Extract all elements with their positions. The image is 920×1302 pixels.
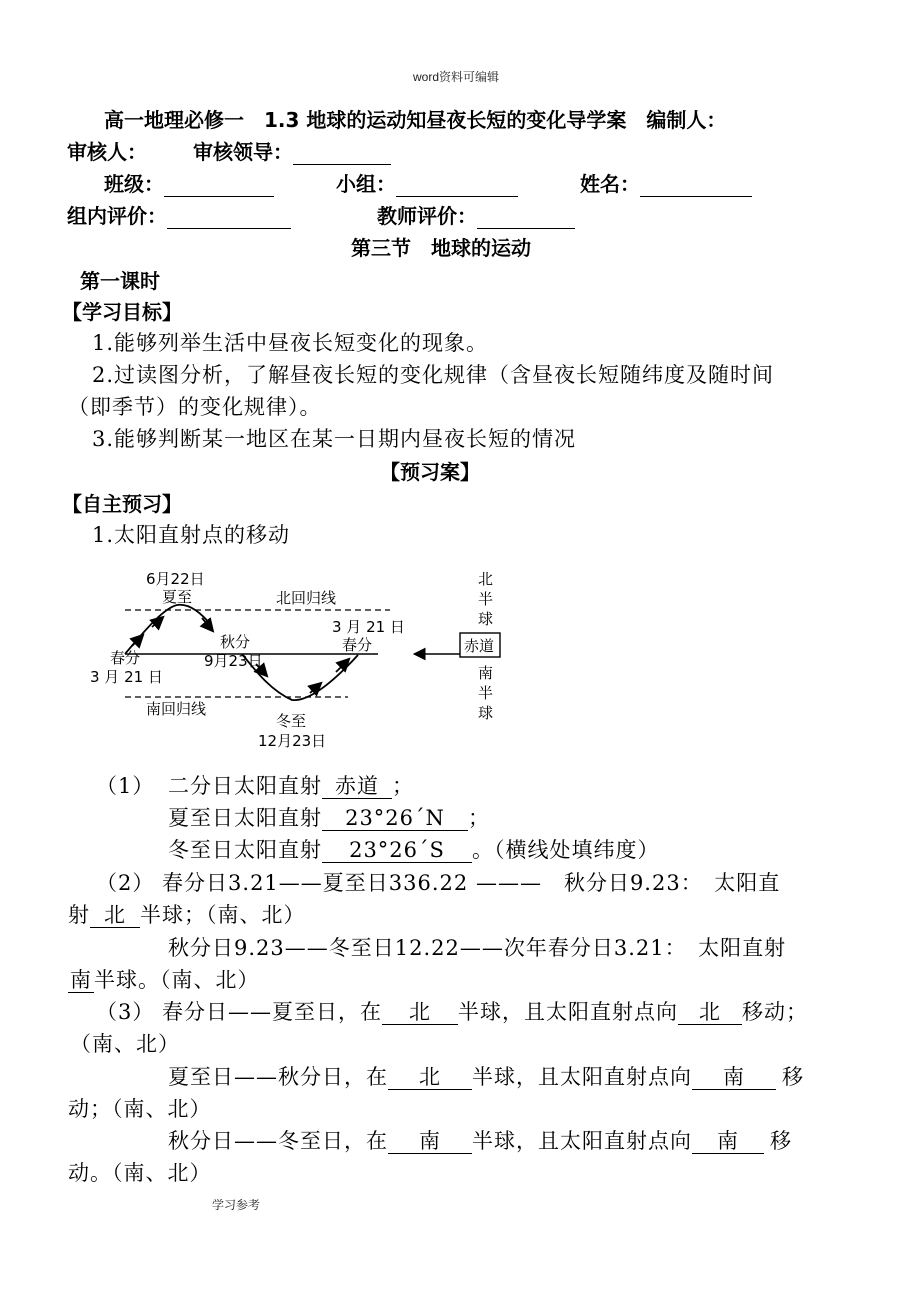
q1-3-c-post: 移 — [770, 1129, 792, 1153]
section-title: 第三节 地球的运动 — [351, 236, 531, 260]
q1-3-a-answer-2[interactable]: 北 — [678, 1000, 742, 1025]
document-title: 高一地理必修一 1.3 地球的运动知昼夜长短的变化导学案 编制人： — [104, 108, 727, 132]
q1-1-c-text: 冬至日太阳直射 — [168, 838, 322, 862]
objective-2-cont: （即季节）的变化规律）。 — [68, 395, 322, 419]
lesson-title: 第一课时 — [80, 269, 160, 293]
group-label: 小组： — [336, 172, 396, 196]
q1-3-line-a — [96, 996, 808, 1026]
label-south-3: 球 — [478, 704, 494, 722]
info-line — [104, 168, 752, 197]
q1-1-a-post: ； — [392, 774, 414, 798]
label-north-1: 北 — [478, 570, 494, 588]
reviewer-label: 审核人： — [67, 140, 147, 164]
question-1-title: 1.太阳直射点的移动 — [92, 523, 291, 547]
label-equator: 赤道 — [464, 637, 495, 655]
review-leader-label: 审核领导： — [193, 140, 293, 164]
q1-2-line-2 — [68, 899, 306, 929]
q1-3-a-answer-1[interactable]: 北 — [382, 1000, 458, 1025]
objective-2: 2.过读图分析，了解昼夜长短的变化规律（含昼夜长短随纬度及随时间 — [92, 363, 775, 387]
label-north-2: 半 — [478, 590, 494, 608]
group-blank[interactable] — [396, 174, 518, 197]
label-tropic-capricorn: 南回归线 — [146, 700, 207, 718]
preview-heading: 【预习案】 — [380, 460, 480, 484]
q1-3-c-mid: 半球，且太阳直射点向 — [472, 1129, 692, 1153]
q1-2-line-3: 秋分日9.23——冬至日12.22——次年春分日3.21： 太阳直射 — [168, 936, 787, 960]
label-winter-date: 12月23日 — [258, 732, 327, 750]
q1-2-answer-2[interactable]: 南 — [70, 968, 92, 992]
eval-line — [67, 200, 575, 229]
q1-3-line-a-tail: （南、北） — [70, 1032, 180, 1056]
q1-3-b-mid: 半球，且太阳直射点向 — [472, 1065, 692, 1089]
sun-path-curve — [125, 605, 212, 654]
label-spring-left-date: 3 月 21 日 — [90, 668, 163, 686]
q1-1-c-post: 。（横线处填纬度） — [472, 838, 660, 862]
q1-1-b-post: ； — [468, 806, 490, 830]
name-blank[interactable] — [640, 174, 752, 197]
teacher-eval-label: 教师评价： — [377, 204, 477, 228]
q1-3-line-b-tail: 动；（南、北） — [68, 1097, 212, 1121]
q1-3-line-c — [168, 1125, 792, 1155]
q1-2-line-1: （2） 春分日3.21——夏至日336.22 ——— 秋分日9.23： 太阳直 — [96, 871, 781, 895]
label-autumn: 秋分 — [220, 633, 251, 651]
label-south-1: 南 — [478, 664, 494, 682]
review-leader-blank[interactable] — [293, 142, 391, 165]
q1-3-c-answer-2[interactable]: 南 — [692, 1129, 764, 1154]
q1-3-c-pre: 秋分日——冬至日，在 — [168, 1129, 388, 1153]
label-spring-left: 春分 — [110, 649, 141, 667]
q1-1-c-answer[interactable]: 23°26´S — [322, 838, 472, 863]
q1-1-b-text: 夏至日太阳直射 — [168, 806, 322, 830]
q1-3-b-post: 移 — [782, 1065, 804, 1089]
group-eval-label: 组内评价： — [67, 204, 167, 228]
q1-3-a-pre: （3） 春分日——夏至日，在 — [96, 1000, 383, 1024]
self-study-heading: 【自主预习】 — [62, 492, 182, 516]
q1-3-a-mid: 半球，且太阳直射点向 — [458, 1000, 679, 1024]
q1-3-line-b — [168, 1061, 804, 1091]
label-summer: 夏至 — [162, 588, 193, 606]
label-winter: 冬至 — [276, 712, 307, 730]
q1-3-line-c-tail: 动。（南、北） — [68, 1161, 212, 1185]
label-north-3: 球 — [478, 610, 494, 628]
label-autumn-date: 9月23日 — [204, 652, 263, 670]
label-south-2: 半 — [478, 684, 494, 702]
q1-2-line-2-post: 半球；（南、北） — [140, 903, 306, 927]
q1-1-label: （1） — [96, 774, 155, 798]
q1-2-line-4-post: 半球。（南、北） — [94, 968, 260, 992]
label-tropic-cancer: 北回归线 — [276, 589, 337, 607]
label-spring-right-date: 3 月 21 日 — [332, 618, 405, 636]
q1-2-line-4 — [68, 964, 260, 994]
q1-2-answer-1[interactable]: 北 — [90, 903, 140, 928]
q1-2-line-2-pre: 射 — [68, 903, 90, 927]
objectives-heading: 【学习目标】 — [62, 300, 182, 324]
class-blank[interactable] — [164, 174, 274, 197]
arrow-spring-1 — [132, 636, 142, 646]
q1-3-c-answer-1[interactable]: 南 — [388, 1129, 472, 1154]
q1-1-line-a — [96, 770, 414, 800]
q1-3-a-post: 移动； — [742, 1000, 809, 1024]
name-label: 姓名： — [580, 172, 640, 196]
teacher-eval-blank[interactable] — [477, 206, 575, 229]
page-header: word资料可编辑 — [413, 70, 500, 84]
objective-3: 3.能够判断某一地区在某一日期内昼夜长短的情况 — [92, 427, 577, 451]
q1-3-b-answer-2[interactable]: 南 — [692, 1065, 776, 1090]
page-footer: 学习参考 — [212, 1198, 261, 1212]
label-summer-date: 6月22日 — [146, 570, 205, 588]
q1-1-line-b — [168, 802, 490, 832]
q1-1-line-c — [168, 834, 660, 864]
class-label: 班级： — [104, 172, 164, 196]
q1-1-a-answer[interactable]: 赤道 — [322, 774, 392, 799]
label-spring-right: 春分 — [342, 636, 373, 654]
objective-1: 1.能够列举生活中昼夜长短变化的现象。 — [92, 331, 489, 355]
q1-1-b-answer[interactable]: 23°26´N — [322, 806, 468, 831]
q1-3-b-answer-1[interactable]: 北 — [388, 1065, 472, 1090]
review-line — [67, 136, 391, 165]
group-eval-blank[interactable] — [167, 206, 291, 229]
q1-1-a-text: 二分日太阳直射 — [168, 774, 322, 798]
q1-3-b-pre: 夏至日——秋分日，在 — [168, 1065, 388, 1089]
sun-direct-point-diagram — [80, 560, 520, 760]
